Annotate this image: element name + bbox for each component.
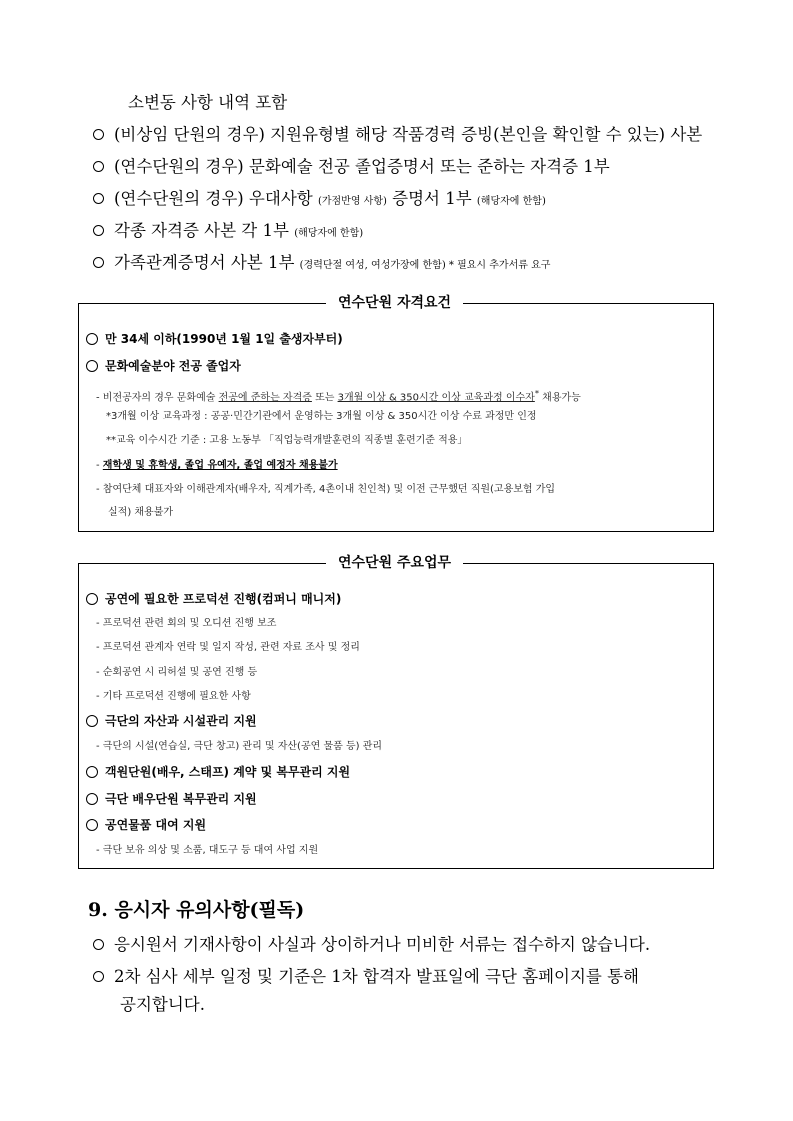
bullet-circle-icon (93, 257, 104, 268)
list-item: (연수단원의 경우) 문화예술 전공 졸업증명서 또는 준하는 자격증 1부 (93, 156, 610, 178)
requirement-detail: - 참여단체 대표자와 이해관계자(배우자, 직계가족, 4촌이내 친인척) 및 이전 근무했던 직원(고용보험 가입 (96, 484, 556, 495)
duty-detail: - 기타 프로덕션 진행에 필요한 사항 (96, 691, 251, 702)
requirement-note: *3개월 이상 교육과정 : 공공·민간기관에서 운영하는 3개월 이상 & 350시간 이상 수료 과정만 인정 (106, 411, 537, 422)
duty-heading: 공연에 필요한 프로덕션 진행(컴퍼니 매니저) (86, 590, 341, 608)
bullet-circle-icon (93, 161, 104, 172)
bullet-circle-icon (93, 939, 104, 950)
list-item: 각종 자격증 사본 각 1부 (해당자에 한함) (93, 220, 363, 245)
list-item: 응시원서 기재사항이 사실과 상이하거나 미비한 서류는 접수하지 않습니다. (93, 934, 650, 956)
bullet-circle-icon (93, 193, 104, 204)
duty-heading: 객원단원(배우, 스태프) 계약 및 복무관리 지원 (86, 763, 350, 781)
requirement-detail: 실적) 채용불가 (108, 507, 174, 518)
duty-box-title: 연수단원 주요업무 (326, 553, 463, 573)
requirement-heading: 만 34세 이하(1990년 1월 1일 출생자부터) (86, 330, 343, 348)
qualification-box-title: 연수단원 자격요건 (326, 293, 463, 313)
continuation-line: 소변동 사항 내역 포함 (128, 93, 288, 112)
bullet-circle-icon (86, 360, 98, 372)
bullet-circle-icon (86, 793, 98, 805)
list-item-continuation: 공지합니다. (120, 995, 205, 1014)
bullet-circle-icon (86, 819, 98, 831)
requirement-detail: - 비전공자의 경우 문화예술 전공에 준하는 자격증 또는 3개월 이상 & 350시간 이상 교육과정 이수자* 채용가능 (96, 388, 581, 404)
duty-heading: 극단 배우단원 복무관리 지원 (86, 790, 257, 808)
bullet-circle-icon (86, 333, 98, 345)
duty-heading: 공연물품 대여 지원 (86, 816, 206, 834)
bullet-circle-icon (93, 971, 104, 982)
duty-detail: - 극단 보유 의상 및 소품, 대도구 등 대여 사업 지원 (96, 845, 319, 856)
section-title: 9. 응시자 유의사항(필독) (88, 899, 305, 921)
bullet-circle-icon (93, 129, 104, 140)
requirement-note: **교육 이수시간 기준 : 고용 노동부 「직업능력개발훈련의 직종별 훈련기준 적용」 (106, 435, 468, 446)
list-item: 가족관계증명서 사본 1부 (경력단절 여성, 여성가장에 한함) * 필요시 추가서류 요구 (93, 252, 550, 277)
requirement-heading: 문화예술분야 전공 졸업자 (86, 357, 241, 375)
bullet-circle-icon (86, 766, 98, 778)
duty-detail: - 프로덕션 관계자 연락 및 일지 작성, 관련 자료 조사 및 정리 (96, 642, 360, 653)
bullet-circle-icon (86, 715, 98, 727)
bullet-circle-icon (93, 225, 104, 236)
bullet-circle-icon (86, 593, 98, 605)
requirement-detail: - 재학생 및 휴학생, 졸업 유예자, 졸업 예정자 채용불가 (96, 460, 338, 471)
list-item: (비상임 단원의 경우) 지원유형별 해당 작품경력 증빙(본인을 확인할 수 있는) 사본 (93, 124, 702, 146)
duty-detail: - 프로덕션 관련 회의 및 오디션 진행 보조 (96, 618, 277, 629)
duty-heading: 극단의 자산과 시설관리 지원 (86, 712, 257, 730)
duty-detail: - 극단의 시설(연습실, 극단 창고) 관리 및 자산(공연 물품 등) 관리 (96, 741, 383, 752)
list-item: 2차 심사 세부 일정 및 기준은 1차 합격자 발표일에 극단 홈페이지를 통해 (93, 966, 639, 988)
duty-detail: - 순회공연 시 리허설 및 공연 진행 등 (96, 667, 258, 678)
list-item: (연수단원의 경우) 우대사항 (가점반영 사항) 증명서 1부 (해당자에 한함) (93, 188, 546, 213)
